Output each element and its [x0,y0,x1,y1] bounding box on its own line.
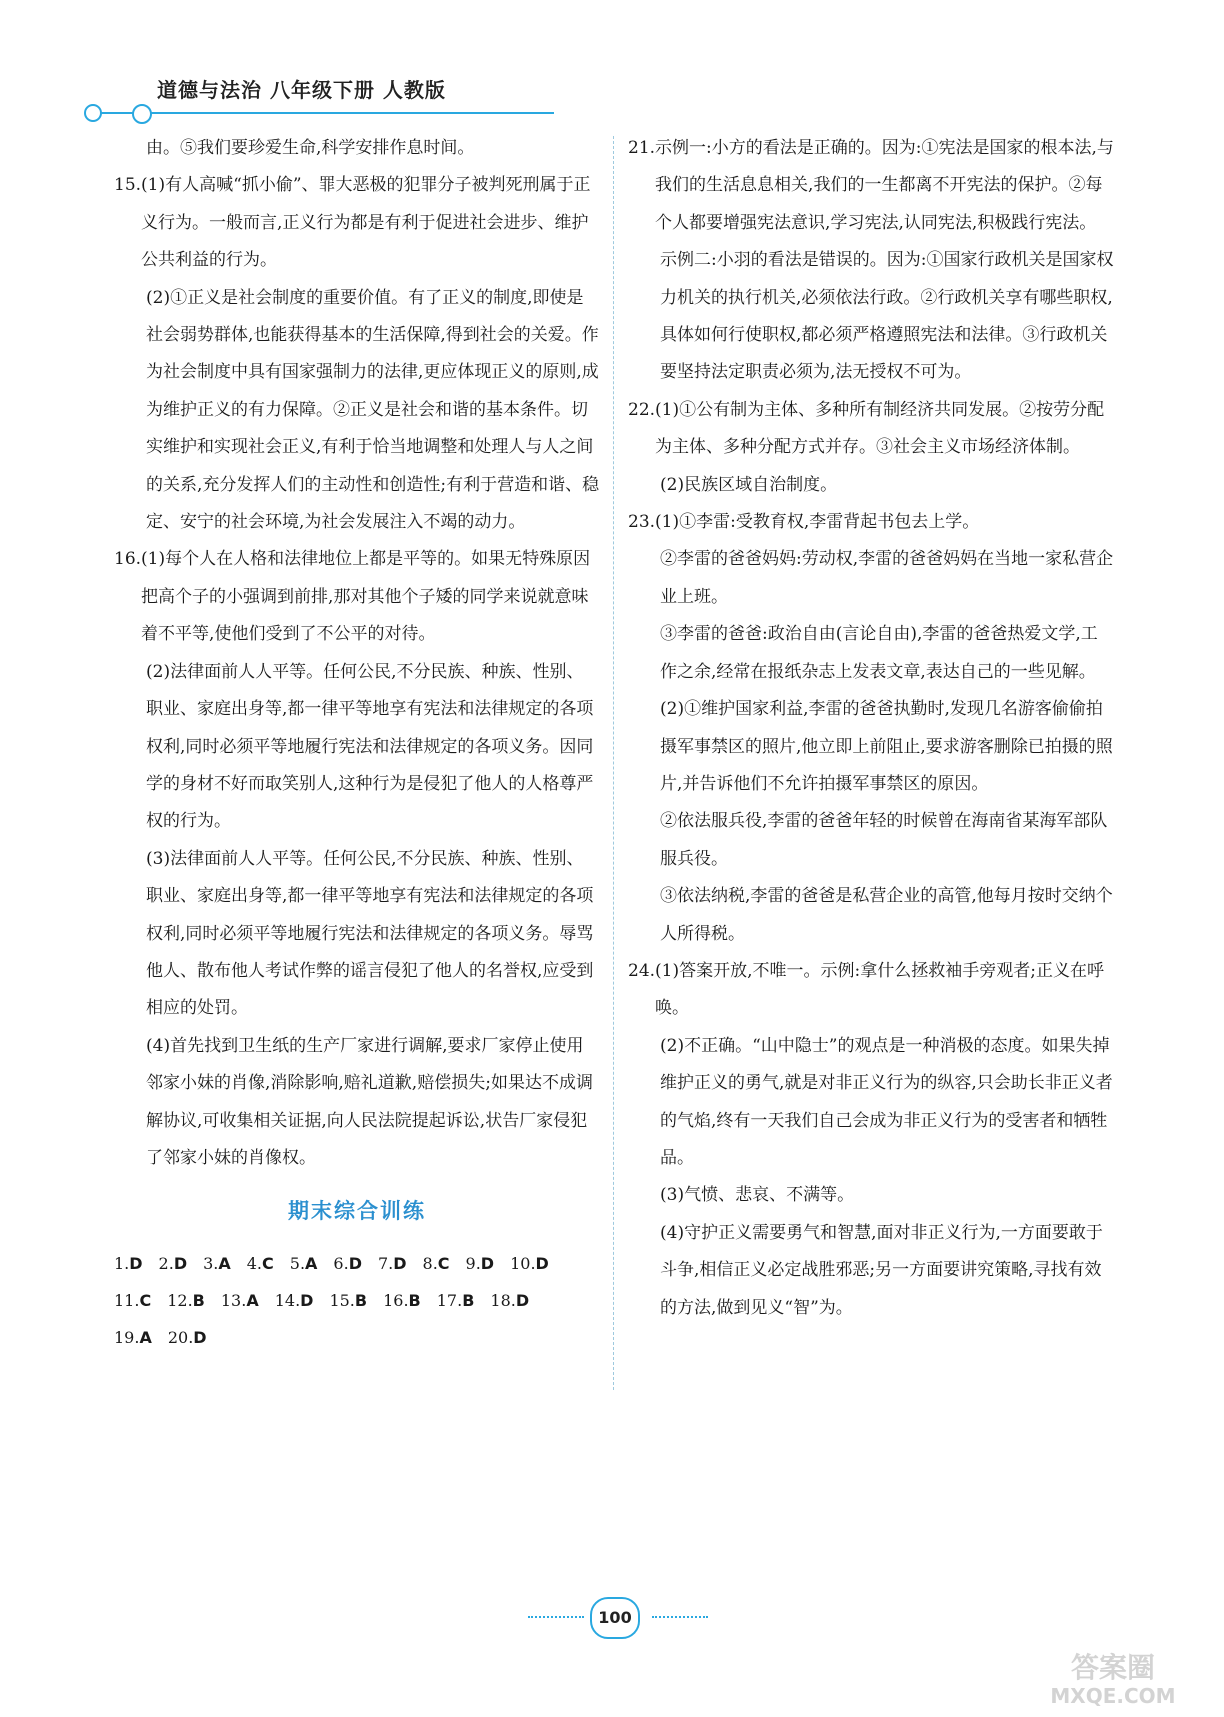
choice-letter: D [535,1253,549,1273]
question-number: 23. [628,512,656,533]
choice-answer [423,1245,450,1282]
watermark-logo [1018,1647,1208,1707]
choice-answer [466,1245,495,1282]
answer-text: (2)①正义是社会制度的重要价值。有了正义的制度,即使是社会弱势群体,也能获得基本的生活保障,得到社会的关爱。作为社会制度中具有国家强制力的法律,更应体现正义的原则,成为维护正义的有力保障。②正义是社会和谐的基本条件。切实维护和实现社会正义,有利于恰当地调整和处理人与人之间的关系,充分发挥人们的主动性和创造性;有利于营造和谐、稳定、安宁的社会环境,为社会发展注入不竭的动力。 [146,287,600,533]
answer-text: ③依法纳税,李雷的爸爸是私营企业的高管,他每月按时交纳个人所得税。 [660,886,1113,944]
choice-letter: D [193,1327,207,1347]
choice-answer [290,1245,318,1282]
choice-letter: B [408,1290,421,1310]
choice-number: 10. [510,1253,536,1273]
answer-paragraph [114,1028,600,1178]
answer-paragraph [114,280,600,542]
choice-answer [114,1319,152,1356]
choice-letter: D [515,1290,530,1310]
choice-answer [275,1282,314,1319]
answer-text: 由。⑤我们要珍爱生命,科学安排作息时间。 [146,138,475,158]
answer-text: (2)法律面前人人平等。任何公民,不分民族、种族、性别、职业、家庭出身等,都一律平等地享有宪法和法律规定的各项权利,同时必须平等地履行宪法和法律规定的各项义务。因同学的身材不好而取笑别人,这种行为是侵犯了他人的人格尊严权的行为。 [146,661,594,832]
choice-number: 19. [114,1327,140,1347]
column-divider [613,136,614,1390]
choice-letter: D [300,1290,314,1310]
choice-answer [510,1245,549,1282]
answer-text: (3)气愤、悲哀、不满等。 [660,1185,855,1206]
answer-paragraph [628,504,1114,541]
choice-answer [378,1245,407,1282]
choice-number: 11. [114,1290,140,1310]
answer-paragraph [628,1177,1114,1214]
answer-paragraph [628,467,1114,504]
right-answers [628,130,1114,1327]
answer-row [114,1319,600,1356]
answer-paragraph [114,654,600,841]
answer-text: (1)答案开放,不唯一。示例:拿什么拯救袖手旁观者;正义在呼唤。 [655,960,1104,1019]
answer-paragraph [628,878,1114,953]
multiple-choice-answers [114,1245,600,1356]
question-number: 21. [628,138,656,158]
choice-letter: B [192,1290,205,1310]
choice-number: 15. [329,1290,355,1310]
question-number: 16. [114,549,142,570]
left-answers [114,130,600,1177]
footer-dots-right [652,1616,708,1618]
answer-paragraph [628,392,1114,467]
answer-paragraph [628,541,1114,616]
left-column [114,130,600,1356]
question-number: 22. [628,399,656,420]
choice-number: 20. [167,1327,194,1347]
answer-text: ②依法服兵役,李雷的爸爸年轻的时候曾在海南省某海军部队服兵役。 [660,811,1108,869]
answer-text: (2)民族区域自治制度。 [660,474,838,495]
choice-letter: C [437,1253,450,1273]
page-number: 100 [590,1597,640,1639]
answer-paragraph [114,167,600,279]
choice-letter: B [462,1290,475,1310]
answer-paragraph [114,541,600,653]
choice-answer [114,1282,151,1319]
answer-row [114,1245,600,1282]
answer-paragraph [628,242,1114,392]
choice-answer [329,1282,367,1319]
choice-answer [383,1282,421,1319]
answer-paragraph [114,130,600,167]
answer-text: (1)①公有制为主体、多种所有制经济共同发展。②按劳分配为主体、多种分配方式并存。③社会主义市场经济体制。 [655,399,1105,458]
choice-number: 18. [490,1290,516,1310]
answer-text: 示例二:小羽的看法是错误的。因为:①国家行政机关是国家权力机关的执行机关,必须依法行政。②行政机关享有哪些职权,具体如何行使职权,都必须严格遵照宪法和法律。③行政机关要坚持法定职责必须为,法无授权不可为。 [660,250,1114,383]
answer-text: (1)①李雷:受教育权,李雷背起书包去上学。 [655,512,980,533]
answer-paragraph [628,1215,1114,1327]
answer-text: (4)守护正义需要勇气和智慧,面对非正义行为,一方面要敢于斗争,相信正义必定战胜邪恶;另一方面要讲究策略,寻找有效的方法,做到见义“智”为。 [660,1222,1103,1318]
answer-paragraph [628,691,1114,803]
choice-number: 1. [114,1253,130,1273]
choice-answer [490,1282,529,1319]
choice-number: 8. [422,1253,438,1273]
choice-number: 5. [289,1253,306,1273]
answer-paragraph [114,841,600,1028]
question-number: 15. [114,175,142,196]
choice-answer [167,1282,205,1319]
choice-answer [221,1282,259,1319]
answer-text: ②李雷的爸爸妈妈:劳动权,李雷的爸爸妈妈在当地一家私营企业上班。 [660,549,1114,607]
choice-number: 3. [203,1253,219,1273]
right-column [628,130,1114,1327]
header-title: 道德与法治 八年级下册 人教版 [157,78,446,102]
choice-letter: A [218,1253,231,1273]
choice-number: 9. [465,1253,481,1273]
choice-letter: D [348,1253,362,1273]
choice-letter: A [305,1253,318,1273]
answer-text: (1)每个人在人格和法律地位上都是平等的。如果无特殊原因把高个子的小强调到前排,那对其他个子矮的同学来说就意味着不平等,使他们受到了不公平的对待。 [141,549,591,645]
answer-text: (3)法律面前人人平等。任何公民,不分民族、种族、性别、职业、家庭出身等,都一律平等地享有宪法和法律规定的各项权利,同时必须平等地履行宪法和法律规定的各项义务。辱骂他人、散布他人考试作弊的谣言侵犯了他人的名誉权,应受到相应的处罚。 [146,848,594,1019]
answer-row [114,1282,600,1319]
answer-text: (4)首先找到卫生纸的生产厂家进行调解,要求厂家停止使用邻家小妹的肖像,消除影响,赔礼道歉,赔偿损失;如果达不成调解协议,可收集相关证据,向人民法院提起诉讼,状告厂家侵犯了邻家小妹的肖像权。 [146,1035,593,1168]
footer-dots-left [528,1616,584,1618]
choice-letter: D [129,1253,143,1273]
choice-answer [203,1245,231,1282]
watermark-domain: MXQE.COM [1050,1684,1176,1707]
header-circle-decoration [84,104,102,122]
page-footer [528,1596,708,1636]
choice-answer [247,1245,274,1282]
choice-letter: D [393,1253,407,1273]
choice-answer [437,1282,475,1319]
answer-text: ③李雷的爸爸:政治自由(言论自由),李雷的爸爸热爱文学,工作之余,经常在报纸杂志上发表文章,表达自己的一些见解。 [660,624,1098,682]
choice-number: 2. [158,1253,174,1273]
choice-number: 12. [167,1290,193,1310]
choice-answer [168,1319,207,1356]
choice-number: 7. [377,1253,394,1273]
watermark-text: 答案圈 [1070,1651,1156,1684]
header-rule [86,112,554,114]
answer-paragraph [628,1028,1114,1178]
choice-letter: C [139,1290,152,1310]
choice-letter: C [262,1253,274,1273]
choice-number: 17. [436,1290,463,1310]
answer-text: (2)①维护国家利益,李雷的爸爸执勤时,发现几名游客偷偷拍摄军事禁区的照片,他立即上前阻止,要求游客删除已拍摄的照片,并告诉他们不允许拍摄军事禁区的原因。 [660,699,1113,794]
answer-paragraph [628,803,1114,878]
choice-letter: A [139,1327,152,1347]
answer-text: (2)不正确。“山中隐士”的观点是一种消极的态度。如果失掉维护正义的勇气,就是对非正义行为的纵容,只会助长非正义者的气焰,终有一天我们自己会成为非正义行为的受害者和牺牲品。 [660,1035,1113,1168]
answer-text: 示例一:小方的看法是正确的。因为:①宪法是国家的根本法,与我们的生活息息相关,我们的一生都离不开宪法的保护。②每个人都要增强宪法意识,学习宪法,认同宪法,积极践行宪法。 [655,138,1114,233]
watermark-graphic [1018,1647,1208,1707]
choice-answer [114,1245,143,1282]
question-number: 24. [628,960,656,981]
choice-number: 14. [274,1290,301,1310]
choice-answer [159,1245,188,1282]
choice-number: 4. [246,1253,263,1273]
answer-text: (1)有人高喊“抓小偷”、罪大恶极的犯罪分子被判死刑属于正义行为。一般而言,正义行为都是有利于促进社会进步、维护公共利益的行为。 [141,175,591,271]
answer-paragraph [628,616,1114,691]
choice-letter: A [246,1290,259,1310]
choice-letter: B [354,1290,368,1310]
choice-number: 6. [333,1253,349,1273]
choice-number: 13. [220,1290,247,1310]
choice-letter: D [173,1253,188,1273]
section-title: 期末综合训练 [288,1199,426,1224]
answer-paragraph [628,953,1114,1028]
choice-number: 16. [383,1290,409,1310]
header-circle-decoration [132,104,152,124]
choice-letter: D [480,1253,495,1273]
answer-paragraph [628,130,1114,242]
choice-answer [333,1245,362,1282]
